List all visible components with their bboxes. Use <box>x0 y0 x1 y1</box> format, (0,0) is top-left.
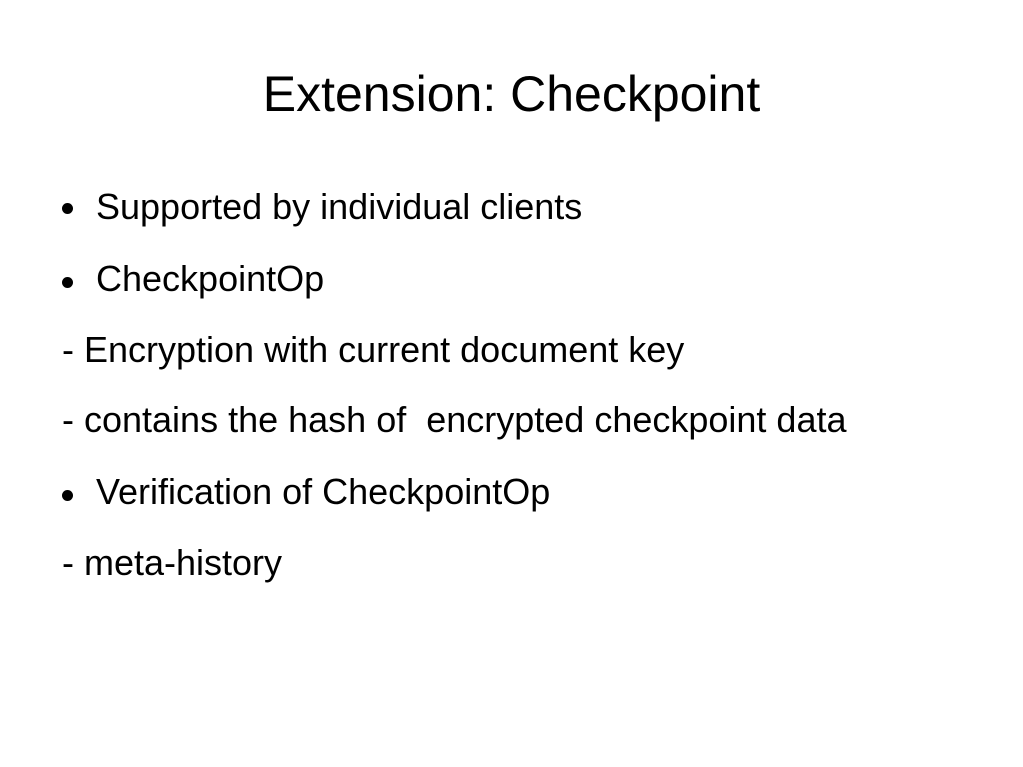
sub-item: - contains the hash of encrypted checkpoint data <box>62 399 847 440</box>
bullet-dot-icon <box>62 277 73 288</box>
bullet-item: Verification of CheckpointOp <box>96 471 551 512</box>
slide-title: Extension: Checkpoint <box>262 66 761 122</box>
sub-item: - meta-history <box>62 542 283 583</box>
bullet-item: Supported by individual clients <box>96 186 583 227</box>
sub-item: - Encryption with current document key <box>62 329 685 370</box>
bullet-item: CheckpointOp <box>96 258 325 299</box>
bullet-dot-icon <box>62 203 73 214</box>
bullet-dot-icon <box>62 490 73 501</box>
